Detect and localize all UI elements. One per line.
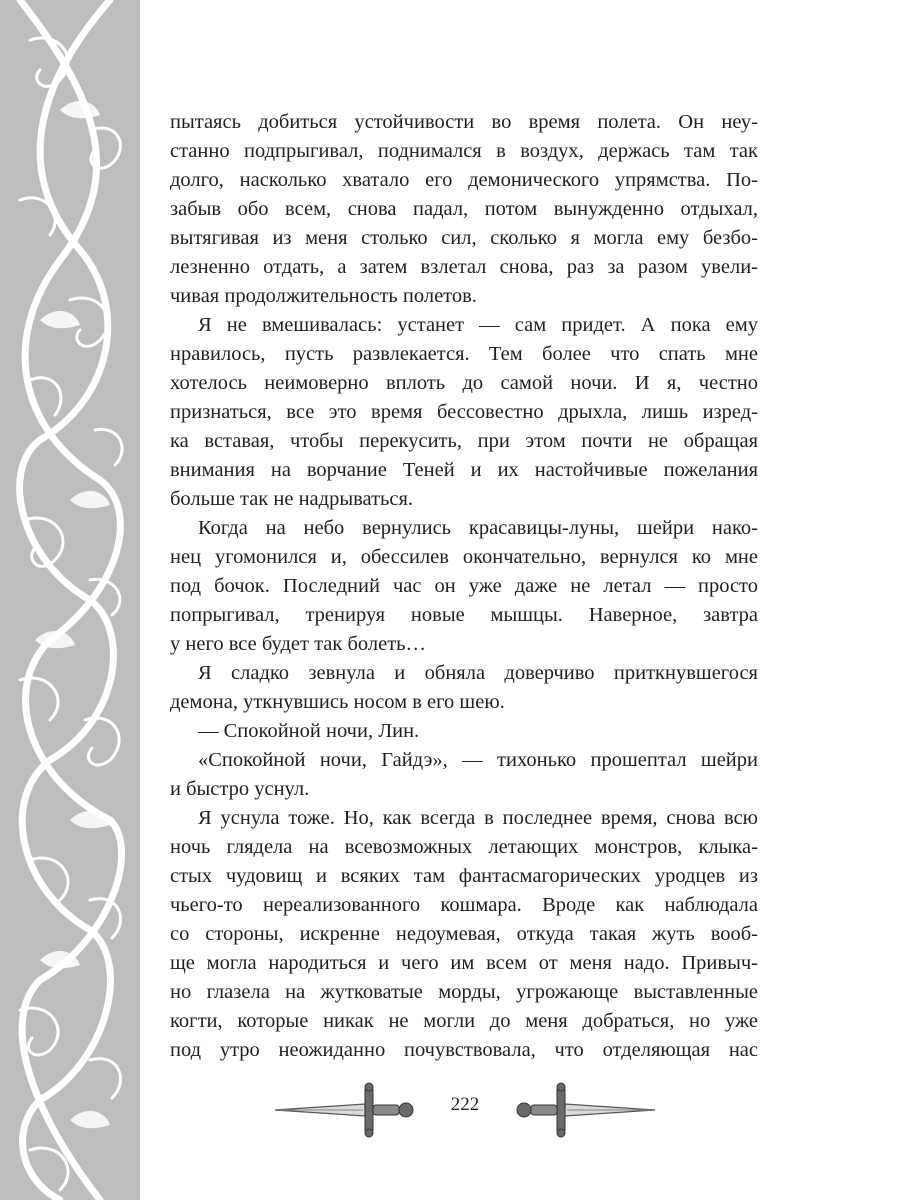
text-line: ще могла народиться и чего им всем от меня надо. Привыч- <box>170 952 758 974</box>
text-line: Когда на небо вернулись красавицы-луны, шейри нако- <box>198 517 758 539</box>
text-line: хотелось неимоверно вплоть до самой ночи. И я, честно <box>170 372 758 394</box>
text-line: демона, уткнувшись носом в его шею. <box>170 691 505 713</box>
text-line: станно подпрыгивал, поднимался в воздух, держась там так <box>170 140 758 162</box>
text-line: нравилось, пусть развлекается. Тем более что спать мне <box>170 343 758 365</box>
text-line: больше так не надрываться. <box>170 488 414 510</box>
text-line: «Спокойной ночи, Гайдэ», — тихонько прошептал шейри <box>198 749 758 771</box>
text-line: у него все будет так болеть… <box>170 633 427 655</box>
text-line: Я сладко зевнула и обняла доверчиво приткнувшегося <box>198 662 758 684</box>
body-text <box>170 108 758 1065</box>
decorative-border <box>0 0 140 1200</box>
text-line: чивая продолжительность полетов. <box>170 285 477 307</box>
text-line: забыв обо всем, снова падал, потом вынужденно отдыхал, <box>170 198 758 220</box>
text-line: ночь глядела на всевозможных летающих монстров, клыка- <box>170 836 758 858</box>
text-line: внимания на ворчание Теней и их настойчивые пожелания <box>170 459 758 481</box>
text-line: Я не вмешивалась: устанет — сам придет. А пока ему <box>198 314 758 336</box>
sword-right-icon <box>480 1078 660 1138</box>
text-line: чьего-то нереализованного кошмара. Вроде как наблюдала <box>170 894 758 916</box>
text-line: вытягивая из меня столько сил, сколько я могла ему безбо- <box>170 227 758 249</box>
text-line: но глазела на жутковатые морды, угрожающе выставленные <box>170 981 758 1003</box>
text-line: когти, которые никак не могли до меня добраться, но уже <box>170 1010 758 1032</box>
text-line: ка вставая, чтобы перекусить, при этом почти не обращая <box>170 430 758 452</box>
text-line: долго, насколько хватало его демонического упрямства. По- <box>170 169 758 191</box>
text-line: и быстро уснул. <box>170 778 310 800</box>
text-line: стых чудовищ и всяких там фантасмагорических уродцев из <box>170 865 758 887</box>
text-line: со стороны, искренне недоумевая, откуда такая жуть вооб- <box>170 923 758 945</box>
text-line: попрыгивал, тренируя новые мышцы. Наверное, завтра <box>170 604 758 626</box>
text-line: признаться, все это время бессовестно дрыхла, лишь изред- <box>170 401 758 423</box>
page-number: 222 <box>450 1094 480 1115</box>
text-line: пытаясь добиться устойчивости во время полета. Он неу- <box>170 111 758 133</box>
text-line: — Спокойной ночи, Лин. <box>198 720 420 742</box>
text-line: лезненно отдать, а затем взлетал снова, раз за разом увели- <box>170 256 758 278</box>
text-line: нец угомонился и, обессилев окончательно, вернулся ко мне <box>170 546 758 568</box>
text-line: под утро неожиданно почувствовала, что отделяющая нас <box>170 1039 758 1061</box>
page-footer <box>270 1078 660 1138</box>
text-line: под бочок. Последний час он уже даже не летал — просто <box>170 575 758 597</box>
floral-ornament-icon <box>0 0 140 1200</box>
text-line: Я уснула тоже. Но, как всегда в последнее время, снова всю <box>198 807 758 829</box>
